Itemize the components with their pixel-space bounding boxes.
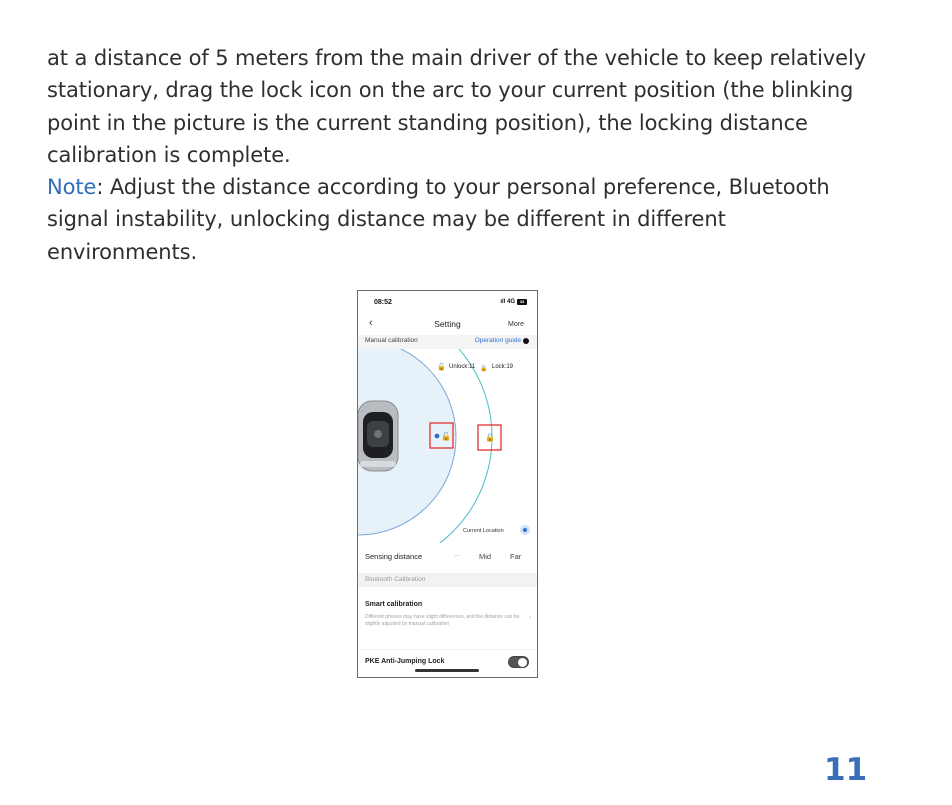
unlock-handle-icon: 🔓 [441, 432, 451, 441]
sensing-mid-option[interactable]: Mid [479, 552, 492, 561]
page-number: 11 [824, 752, 868, 788]
bluetooth-calibration-title: Bluetooth Calibration [365, 576, 426, 583]
note-line [47, 171, 887, 203]
help-icon [523, 338, 529, 344]
status-icons [500, 299, 527, 305]
current-location-label: Current Location [463, 528, 504, 534]
sensing-far-option[interactable]: Far [510, 552, 522, 561]
sensing-distance-row [358, 543, 537, 569]
operation-guide-link[interactable] [475, 337, 529, 344]
status-time: 08:52 [374, 299, 392, 306]
sensing-distance-label: Sensing distance [365, 552, 423, 561]
unlock-label: Unlock:11 [449, 364, 476, 370]
pke-label: PKE Anti-Jumping Lock [365, 658, 445, 665]
unlock-label-icon: 🔓 [437, 363, 446, 371]
chevron-right-icon: › [528, 614, 531, 621]
paragraph-line: stationary, drag the lock icon on the arc to your current position (the blinking [47, 78, 854, 103]
nav-bar [358, 315, 537, 335]
note-text: : Adjust the distance according to your personal preference, Bluetooth [96, 175, 830, 200]
page-title: Setting [434, 319, 461, 329]
current-position-dot [434, 433, 440, 439]
sensing-near-option[interactable]: ... [454, 551, 460, 558]
smart-calibration-item[interactable] [358, 587, 537, 649]
smart-calibration-desc: Different phones may have slight differences, and the distance can be slightly adjusted by manual calibration [365, 614, 520, 627]
note-line: signal instability, unlocking distance may be different in different [47, 207, 726, 232]
bluetooth-section-header [358, 573, 537, 587]
paragraph-line: calibration is complete. [47, 142, 291, 167]
calibration-header [358, 335, 537, 349]
lock-marker-icon: 🔒 [480, 365, 488, 372]
paragraph-line: at a distance of 5 meters from the main driver of the vehicle to keep relatively [47, 46, 867, 70]
pke-toggle[interactable] [508, 656, 529, 668]
manual-calibration-label: Manual calibration [365, 337, 418, 344]
note-label: Note [47, 175, 97, 200]
manual-text [47, 42, 887, 268]
operation-guide-label: Operation guide [474, 337, 521, 344]
signal-icon: ıll 4G [500, 299, 515, 305]
car-image [358, 401, 398, 471]
phone-screenshot [357, 290, 538, 678]
pke-row [358, 649, 537, 678]
note-line: environments. [47, 239, 198, 264]
more-button[interactable]: More [508, 321, 524, 328]
paragraph-line: point in the picture is the current standing position), the locking distance [47, 110, 808, 135]
home-indicator [415, 669, 479, 672]
smart-calibration-title: Smart calibration [365, 601, 423, 608]
unlock-lock-labels [437, 362, 514, 372]
toggle-knob [518, 658, 527, 667]
battery-icon: 43 [517, 299, 527, 305]
status-bar [358, 291, 537, 315]
chevron-left-icon[interactable]: ‹ [369, 317, 373, 329]
distance-map [358, 349, 538, 544]
lock-handle-icon: 🔒 [485, 433, 495, 442]
lock-label: Lock:19 [492, 364, 514, 370]
